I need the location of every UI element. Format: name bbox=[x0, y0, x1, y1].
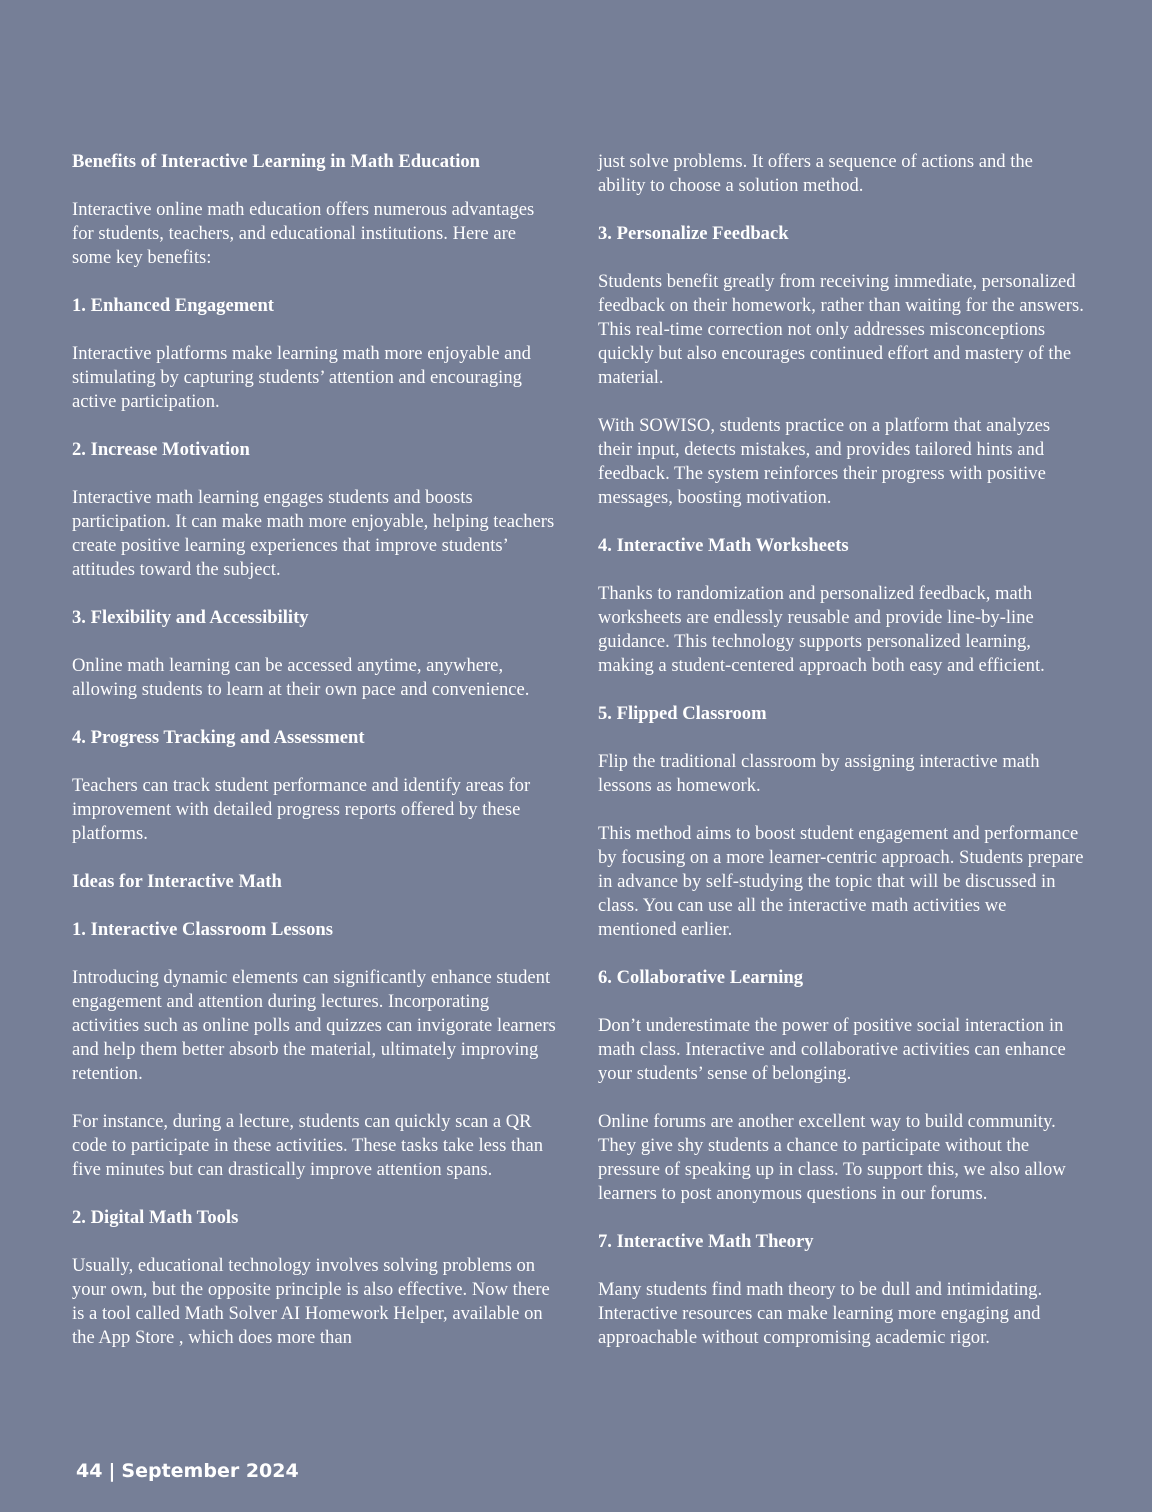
footer-separator: | bbox=[108, 1460, 116, 1482]
left-column bbox=[72, 150, 558, 1374]
body-paragraph: Introducing dynamic elements can significantly enhance student engagement and attention during lectures. Incorporating activities such as online polls and quizzes can invigorate learners and help them better absorb the material, ultimately improving retention. bbox=[72, 967, 556, 1084]
body-paragraph: Many students find math theory to be dull and intimidating. Interactive resources can make learning more engaging and approachable without compromising academic rigor. bbox=[598, 1279, 1043, 1348]
section-heading: 7. Interactive Math Theory bbox=[598, 1231, 814, 1252]
body-paragraph: Usually, educational technology involves solving problems on your own, but the opposite principle is also effective. Now there is a tool called Math Solver AI Homework Helper, available on the App Store , which does more than bbox=[72, 1255, 550, 1348]
body-paragraph: Don’t underestimate the power of positive social interaction in math class. Interactive and collaborative activities can enhance your students’ sense of belonging. bbox=[598, 1015, 1066, 1084]
section-heading: 3. Flexibility and Accessibility bbox=[72, 607, 309, 628]
body-paragraph: Interactive math learning engages students and boosts participation. It can make math more enjoyable, helping teachers create positive learning experiences that improve students’ attitudes toward the subject. bbox=[72, 487, 555, 580]
body-paragraph: Interactive online math education offers numerous advantages for students, teachers, and educational institutions. Here are some key benefits: bbox=[72, 199, 535, 268]
section-heading: 4. Progress Tracking and Assessment bbox=[72, 727, 365, 748]
body-paragraph: Thanks to randomization and personalized feedback, math worksheets are endlessly reusable and provide line-by-line guidance. This technology supports personalized learning, making a student-centered approach both easy and efficient. bbox=[598, 583, 1045, 676]
body-paragraph: Online forums are another excellent way to build community. They give shy students a chance to participate without the pressure of speaking up in class. To support this, we also allow learners to post anonymous questions in our forums. bbox=[598, 1111, 1066, 1204]
section-heading: Benefits of Interactive Learning in Math Education bbox=[72, 151, 481, 172]
body-paragraph: just solve problems. It offers a sequence of actions and the ability to choose a solution method. bbox=[598, 151, 1033, 196]
section-heading: Ideas for Interactive Math bbox=[72, 871, 282, 892]
body-paragraph: This method aims to boost student engagement and performance by focusing on a more learner-centric approach. Students prepare in advance by self-studying the topic that will be discussed in class. You can use all the interactive math activities we mentioned earlier. bbox=[598, 823, 1084, 940]
body-paragraph: Online math learning can be accessed anytime, anywhere, allowing students to learn at their own pace and convenience. bbox=[72, 655, 530, 700]
section-heading: 2. Increase Motivation bbox=[72, 439, 250, 460]
section-heading: 4. Interactive Math Worksheets bbox=[598, 535, 849, 556]
section-heading: 5. Flipped Classroom bbox=[598, 703, 767, 724]
issue-date: September 2024 bbox=[121, 1460, 299, 1482]
section-heading: 1. Interactive Classroom Lessons bbox=[72, 919, 333, 940]
page-number: 44 bbox=[76, 1460, 103, 1482]
body-paragraph: For instance, during a lecture, students can quickly scan a QR code to participate in these activities. These tasks take less than five minutes but can drastically improve attention spans. bbox=[72, 1111, 544, 1180]
body-paragraph: Teachers can track student performance and identify areas for improvement with detailed progress reports offered by these platforms. bbox=[72, 775, 531, 844]
right-column bbox=[598, 150, 1084, 1374]
body-paragraph: Students benefit greatly from receiving immediate, personalized feedback on their homework, rather than waiting for the answers. This real-time correction not only addresses misconceptions quickly but also encourages continued effort and mastery of the material. bbox=[598, 271, 1084, 388]
page-footer bbox=[76, 1458, 299, 1484]
body-paragraph: Flip the traditional classroom by assigning interactive math lessons as homework. bbox=[598, 751, 1040, 796]
section-heading: 1. Enhanced Engagement bbox=[72, 295, 274, 316]
section-heading: 6. Collaborative Learning bbox=[598, 967, 804, 988]
section-heading: 3. Personalize Feedback bbox=[598, 223, 789, 244]
body-paragraph: With SOWISO, students practice on a platform that analyzes their input, detects mistakes, and provides tailored hints and feedback. The system reinforces their progress with positive messages, boosting motivation. bbox=[598, 415, 1051, 508]
body-paragraph: Interactive platforms make learning math more enjoyable and stimulating by capturing students’ attention and encouraging active participation. bbox=[72, 343, 531, 412]
section-heading: 2. Digital Math Tools bbox=[72, 1207, 239, 1228]
